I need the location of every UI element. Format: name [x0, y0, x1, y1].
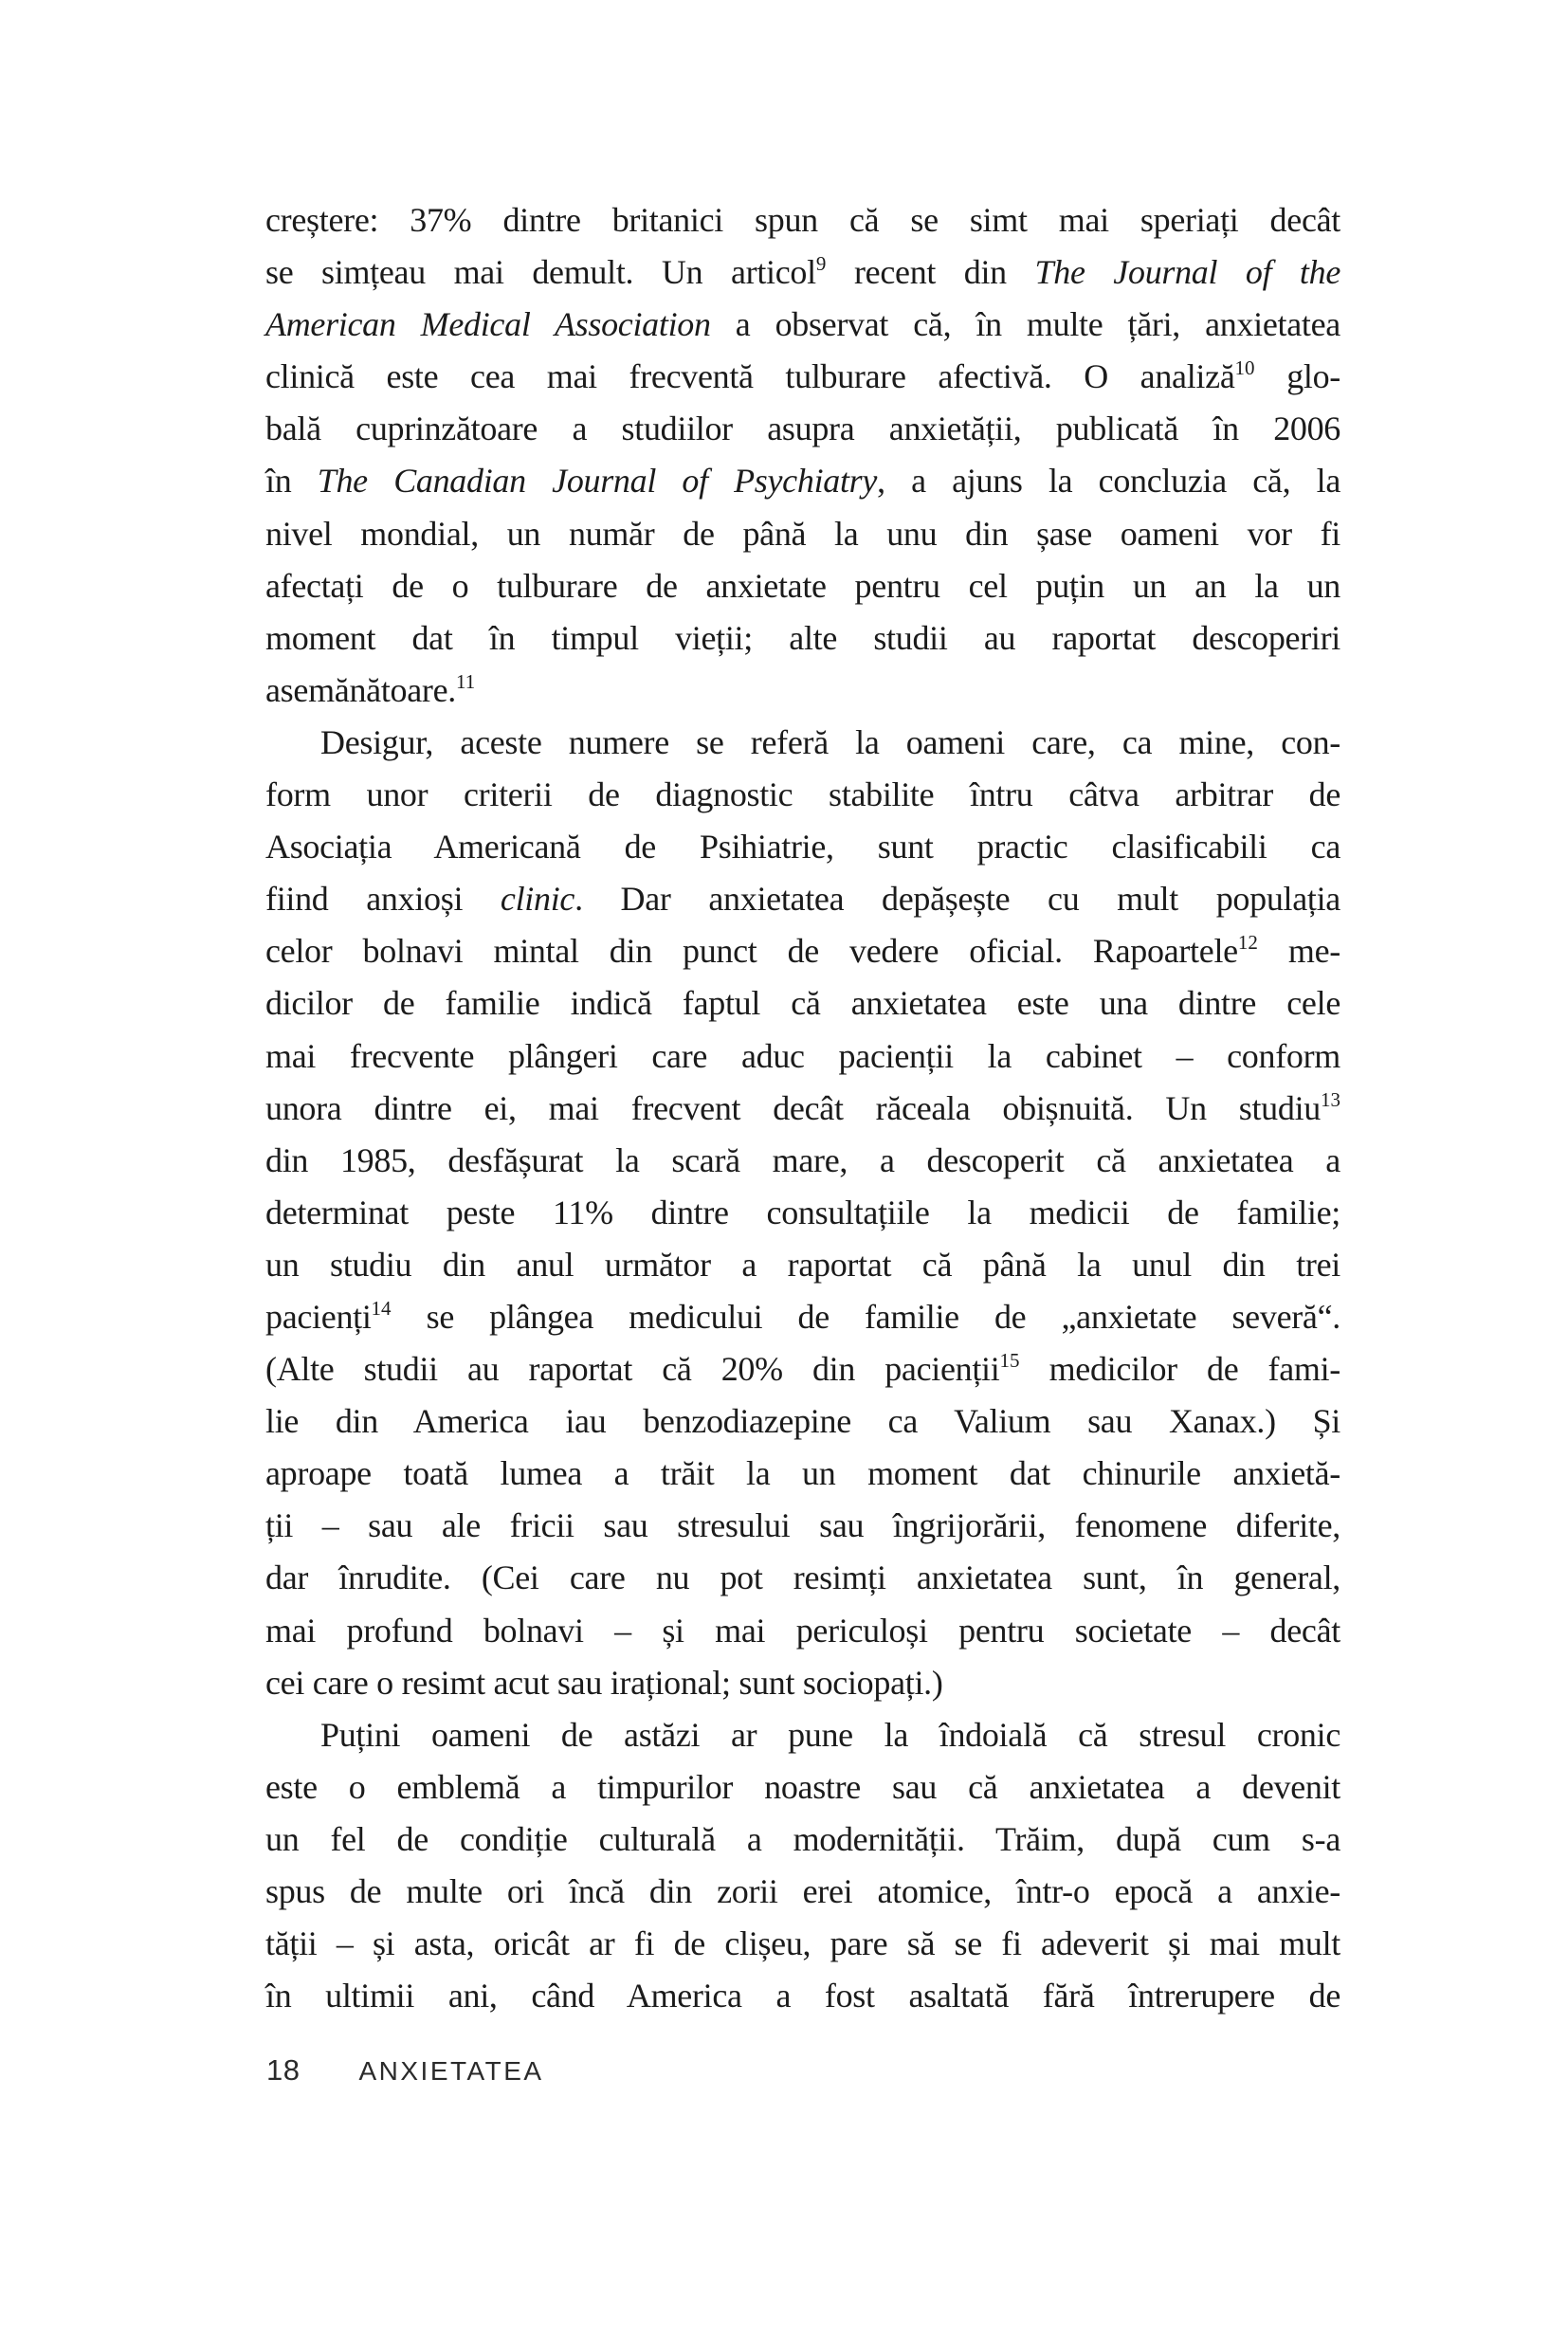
footnote-ref: 9 [815, 252, 827, 276]
text-line [265, 1866, 1340, 1918]
text-segment: . Dar anxietatea depășește cu mult populația [574, 880, 1340, 919]
footnote-ref: 10 [1234, 356, 1255, 380]
text-segment: se plângea medicului de familie de „anxietate severă“. [391, 1297, 1340, 1336]
page-footer [266, 2053, 544, 2088]
text-segment: nivel mondial, un număr de până la unu din șase oameni vor fi [265, 514, 1340, 553]
text-line [265, 1448, 1340, 1500]
text-segment: glo- [1254, 357, 1340, 396]
text-line [265, 612, 1340, 665]
text-line [265, 1083, 1340, 1135]
text-line [265, 821, 1340, 873]
text-segment: dar înrudite. (Cei care nu pot resimți anxietatea sunt, în general, [265, 1559, 1340, 1597]
text-line [265, 403, 1340, 455]
text-line [265, 1135, 1340, 1187]
text-line [265, 1814, 1340, 1866]
text-line [265, 299, 1340, 351]
text-segment: în ultimii ani, când America a fost asaltată fără întrerupere de [265, 1977, 1340, 2015]
text-segment: me- [1257, 932, 1340, 971]
text-segment: în [265, 462, 318, 501]
text-line [265, 925, 1340, 977]
text-line [265, 351, 1340, 403]
page-number: 18 [266, 2053, 301, 2087]
text-line [265, 1343, 1340, 1395]
text-segment: fiind anxioși [265, 880, 501, 919]
text-line [265, 1761, 1340, 1814]
text-segment: afectați de o tulburare de anxietate pentru cel puțin un an la un [265, 566, 1340, 605]
text-segment: dicilor de familie indică faptul că anxietatea este una dintre cele [265, 984, 1340, 1023]
text-line [265, 717, 1340, 769]
text-segment: ții – sau ale fricii sau stresului sau îngrijorării, fenomene diferite, [265, 1506, 1340, 1545]
text-line [265, 1500, 1340, 1552]
text-line [265, 1918, 1340, 1970]
text-line [265, 194, 1340, 246]
italic-text: American Medical Association [265, 305, 711, 344]
text-segment: cei care o resimt acut sau irațional; sunt sociopați.) [265, 1663, 943, 1702]
text-segment: mai profund bolnavi – și mai periculoși pentru societate – decât [265, 1611, 1340, 1650]
footnote-ref: 12 [1237, 931, 1258, 955]
text-line [265, 665, 1340, 717]
text-segment: din 1985, desfășurat la scară mare, a descoperit că anxietatea a [265, 1140, 1340, 1179]
text-line [265, 1187, 1340, 1239]
text-segment: lie din America iau benzodiazepine ca Valium sau Xanax.) Și [265, 1402, 1340, 1441]
text-segment: a observat că, în multe țări, anxietatea [710, 305, 1340, 344]
footnote-ref: 14 [371, 1296, 392, 1320]
text-line [265, 560, 1340, 612]
text-segment: spus de multe ori încă din zorii erei atomice, într-o epocă a anxie- [265, 1872, 1340, 1910]
text-line [265, 508, 1340, 560]
text-segment: form unor criterii de diagnostic stabilite întru câtva arbitrar de [265, 775, 1340, 814]
text-line [265, 1709, 1340, 1761]
footnote-ref: 13 [1321, 1087, 1340, 1111]
text-segment: moment dat în timpul vieții; alte studii au raportat descoperiri [265, 618, 1340, 657]
text-line [265, 246, 1340, 299]
text-line [265, 1395, 1340, 1448]
text-line [265, 1552, 1340, 1604]
text-segment: celor bolnavi mintal din punct de vedere oficial. Rapoartele [265, 932, 1238, 971]
text-segment: se simțeau mai demult. Un articol [265, 253, 816, 292]
text-line [265, 873, 1340, 925]
text-segment: este o emblemă a timpurilor noastre sau că anxietatea a devenit [265, 1767, 1340, 1806]
text-segment: bală cuprinzătoare a studiilor asupra anxietății, publicată în 2006 [265, 410, 1340, 448]
text-line [265, 1239, 1340, 1291]
text-line [265, 455, 1340, 507]
text-segment: mai frecvente plângeri care aduc pacienții la cabinet – conform [265, 1036, 1340, 1075]
text-segment: un studiu din anul următor a raportat că până la unul din trei [265, 1245, 1340, 1284]
text-segment: un fel de condiție culturală a modernității. Trăim, după cum s-a [265, 1819, 1340, 1858]
text-segment: Asociația Americană de Psihiatrie, sunt practic clasificabili ca [265, 828, 1340, 866]
text-line [265, 1657, 1340, 1709]
text-line [265, 977, 1340, 1030]
text-line [265, 1970, 1340, 2022]
italic-text: The Journal of the [1034, 253, 1341, 292]
italic-text: The Canadian Journal of Psychiatry [317, 462, 878, 501]
text-segment: (Alte studii au raportat că 20% din pacienții [265, 1350, 1000, 1389]
text-line [265, 1030, 1340, 1083]
footnote-ref: 15 [999, 1349, 1020, 1373]
text-segment: medicilor de fami- [1019, 1350, 1340, 1389]
text-segment: recent din [826, 253, 1035, 292]
text-segment: unora dintre ei, mai frecvent decât răceala obișnuită. Un studiu [265, 1088, 1321, 1127]
running-title: ANXIETATEA [358, 2056, 544, 2086]
text-block [265, 194, 1340, 2022]
text-segment: Desigur, aceste numere se referă la oameni care, ca mine, con- [320, 722, 1340, 761]
text-line [265, 769, 1340, 821]
text-segment: asemănătoare. [265, 670, 456, 709]
text-line [265, 1605, 1340, 1657]
text-segment: determinat peste 11% dintre consultațiile la medicii de familie; [265, 1193, 1340, 1231]
text-segment: , a ajuns la concluzia că, la [877, 462, 1340, 501]
italic-text: clinic [500, 880, 575, 919]
text-segment: aproape toată lumea a trăit la un moment dat chinurile anxietă- [265, 1454, 1340, 1493]
footnote-ref: 11 [455, 669, 476, 693]
text-line [265, 1291, 1340, 1343]
text-segment: pacienți [265, 1297, 372, 1336]
text-segment: clinică este cea mai frecventă tulburare afectivă. O analiză [265, 357, 1235, 396]
text-segment: Puțini oameni de astăzi ar pune la îndoială că stresul cronic [320, 1715, 1340, 1754]
text-segment: tății – și asta, oricât ar fi de clișeu, pare să se fi adeverit și mai mult [265, 1924, 1340, 1963]
text-segment: creștere: 37% dintre britanici spun că se simt mai speriați decât [265, 201, 1340, 239]
